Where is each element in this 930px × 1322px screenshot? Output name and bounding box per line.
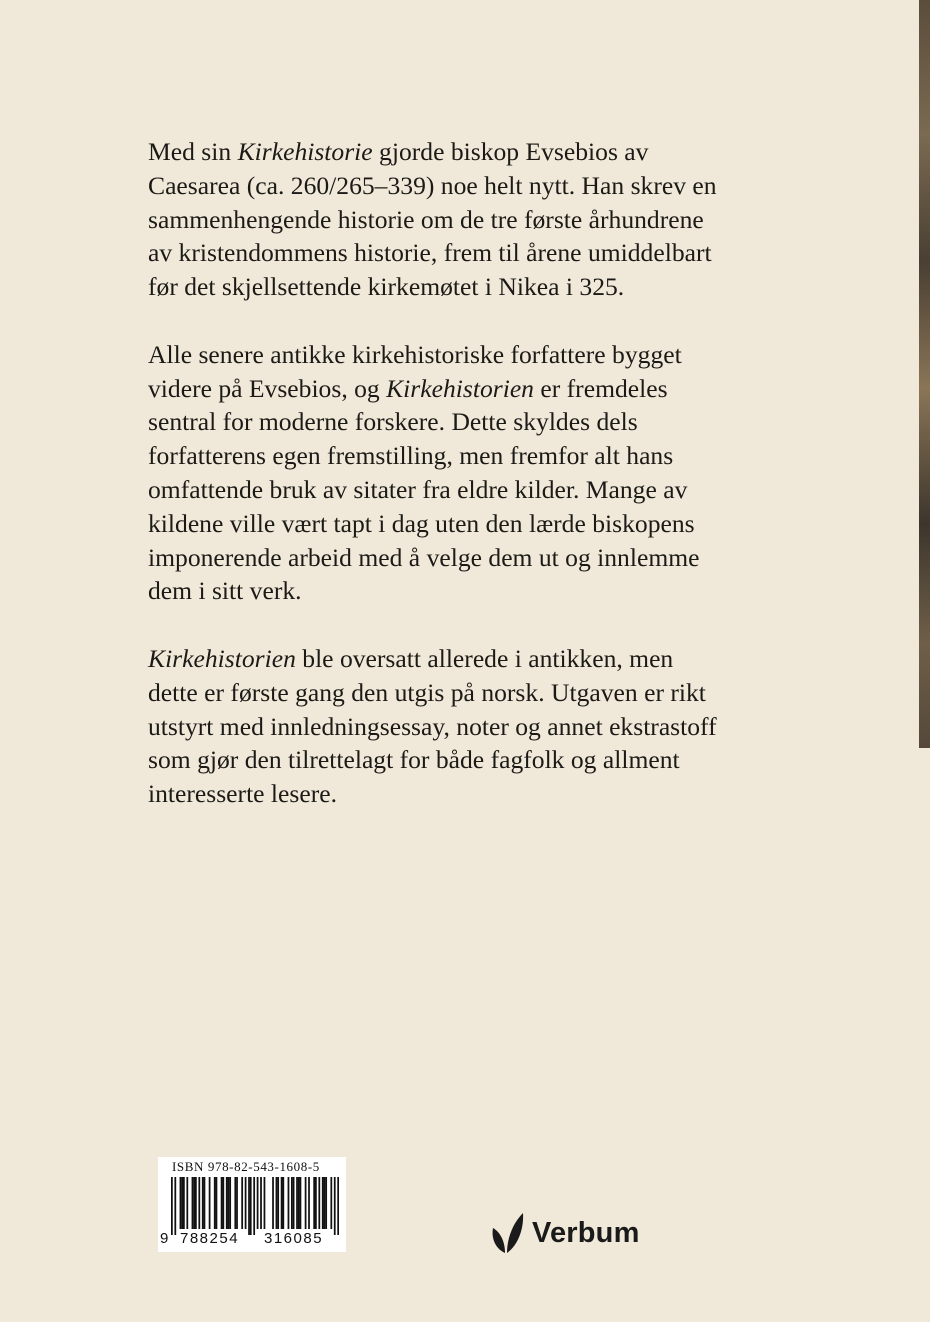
barcode-bar (291, 1177, 293, 1229)
publisher-name: Verbum (532, 1216, 640, 1249)
barcode-bar (216, 1177, 218, 1229)
barcode-bar (236, 1177, 238, 1229)
book-title: Kirkehistorien (386, 373, 534, 403)
barcode-bar (315, 1177, 317, 1229)
barcode-bar (192, 1177, 194, 1229)
barcode-bar (186, 1177, 188, 1229)
barcode-digit-lead: 9 (160, 1230, 170, 1247)
barcode-bar (334, 1177, 336, 1235)
barcode-bar (241, 1177, 243, 1229)
barcode-bar (276, 1177, 278, 1229)
isbn-barcode (158, 1157, 346, 1252)
barcode-bar (202, 1177, 204, 1229)
barcode-bar (308, 1177, 310, 1229)
barcode-bar (330, 1177, 332, 1229)
barcode-bar (248, 1177, 250, 1235)
barcode-bar (293, 1177, 295, 1229)
barcode-bar (324, 1177, 326, 1229)
barcode-bar (180, 1177, 182, 1229)
barcode-bar (322, 1177, 324, 1229)
barcode-bar (195, 1177, 197, 1229)
book-title: Kirkehistorien (148, 643, 296, 673)
barcode-bar (174, 1177, 176, 1235)
blurb-paragraph-1: Med sin Kirkehistorie gjorde biskop Evsebios av Caesarea (ca. 260/265–339) noe helt nytt. Han skrev en sammenhengende historie om de tre første århundrene av kristendommens historie, frem til årene umiddelbart før det skjellsettende kirkemøtet i Nikea i 325. (148, 137, 717, 302)
barcode-bar (245, 1177, 247, 1229)
barcode-bar (296, 1177, 298, 1229)
barcode-bar (318, 1177, 320, 1229)
barcode-bar (250, 1177, 252, 1235)
barcode-bar (281, 1177, 283, 1229)
barcode-bar (264, 1177, 266, 1229)
leaf-icon (490, 1211, 524, 1255)
barcode-bar (260, 1177, 262, 1229)
barcode-bar (222, 1177, 224, 1229)
barcode-bars (171, 1177, 339, 1235)
book-title: Kirkehistorie (237, 137, 373, 166)
back-cover-blurb (148, 135, 728, 845)
barcode-bar (209, 1177, 211, 1229)
barcode-bar (272, 1177, 274, 1229)
barcode-bar (228, 1177, 230, 1229)
barcode-bar (171, 1177, 173, 1235)
barcode-bar (337, 1177, 339, 1235)
barcode-bar (183, 1177, 185, 1229)
barcode-bar (325, 1177, 327, 1229)
barcode-bar (193, 1177, 195, 1229)
barcode-digits-right: 316085 (264, 1230, 324, 1247)
barcode-bar (300, 1177, 302, 1229)
blurb-paragraph-2: Alle senere antikke kirkehistoriske forfattere bygget videre på Evsebios, og Kirkehistorien er fremdeles sentral for moderne forskere. Dette skyldes dels forfatterens egen fremstilling, men fremfor alt hans omfattende bruk av sitater fra eldre kilder. Mange av kildene ville vært tapt i dag uten den lærde biskopens imponerende arbeid med å velge dem ut og innlemme dem i sitt verk. (148, 339, 700, 606)
barcode-bar (181, 1177, 183, 1229)
barcode-digits-left: 788254 (180, 1230, 240, 1247)
cover-edge-strip (919, 0, 930, 748)
barcode-bar (253, 1177, 255, 1235)
barcode-bar (277, 1177, 279, 1229)
barcode-bar (214, 1177, 216, 1229)
barcode-bar (288, 1177, 290, 1229)
publisher-logo (490, 1210, 640, 1256)
barcode-bar (234, 1177, 236, 1229)
barcode-bar (298, 1177, 300, 1229)
barcode-bar (226, 1177, 228, 1229)
barcode-bar (282, 1177, 284, 1229)
barcode-bar (198, 1177, 200, 1229)
barcode-bar (257, 1177, 259, 1229)
barcode-bar (221, 1177, 223, 1229)
barcode-bar (229, 1177, 231, 1229)
barcode-bar (313, 1177, 315, 1229)
barcode-bar (305, 1177, 307, 1229)
blurb-paragraph-3: Kirkehistorien ble oversatt allerede i antikken, men dette er første gang den utgis på norsk. Utgaven er rikt utstyrt med innledningsessay, noter og annet ekstrastoff som gjør den tilrettelagt for både fagfolk og allment interesserte lesere. (148, 643, 717, 809)
isbn-label: ISBN 978-82-543-1608-5 (172, 1159, 320, 1174)
barcode-bar (204, 1177, 206, 1229)
